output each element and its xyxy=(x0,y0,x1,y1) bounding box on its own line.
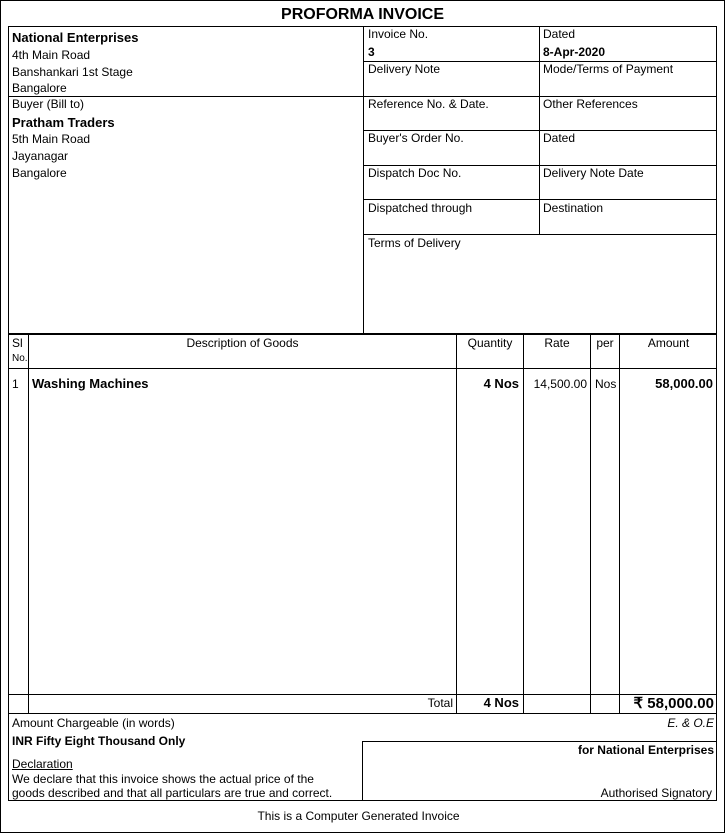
destination-label: Destination xyxy=(543,201,604,215)
declaration-label: Declaration xyxy=(12,757,73,771)
for-company: for National Enterprises xyxy=(577,743,714,757)
eoe-text: E. & O.E xyxy=(667,716,714,730)
seller-address-line: 4th Main Road xyxy=(12,48,91,62)
dispatched-through-label: Dispatched through xyxy=(368,201,473,215)
row-rate: 14,500.00 xyxy=(533,377,587,391)
invoice-no-label: Invoice No. xyxy=(368,27,429,41)
computer-generated-note: This is a Computer Generated Invoice xyxy=(257,809,460,823)
other-references-label: Other References xyxy=(543,97,638,111)
total-amount: ₹ 58,000.00 xyxy=(633,695,714,712)
total-quantity: 4 Nos xyxy=(483,695,519,710)
table-total-top xyxy=(8,694,717,695)
invoice-no-value: 3 xyxy=(368,45,375,59)
header-per: per xyxy=(596,336,614,350)
delivery-note-date-label: Delivery Note Date xyxy=(543,166,644,180)
delivery-note-label: Delivery Note xyxy=(368,62,441,76)
header-amount: Amount xyxy=(647,336,690,350)
table-top-border xyxy=(8,333,717,335)
buyer-address-line: Bangalore xyxy=(12,166,67,180)
amount-in-words: INR Fifty Eight Thousand Only xyxy=(12,734,186,748)
header-description: Description of Goods xyxy=(186,336,299,350)
row-description: Washing Machines xyxy=(32,376,149,391)
row-per: Nos xyxy=(595,377,617,391)
buyer-label: Buyer (Bill to) xyxy=(12,97,85,111)
header-sl-no: No. xyxy=(12,353,28,364)
header-quantity: Quantity xyxy=(467,336,513,350)
declaration-text: goods described and that all particulars are true and correct. xyxy=(12,786,333,800)
buyers-order-label: Buyer's Order No. xyxy=(368,131,464,145)
page-title: PROFORMA INVOICE xyxy=(281,6,444,23)
header-divider xyxy=(363,26,364,334)
terms-of-delivery-label: Terms of Delivery xyxy=(368,236,461,250)
header-rate: Rate xyxy=(544,336,570,350)
seller-address-line: Bangalore xyxy=(12,81,67,95)
header-sl: Sl xyxy=(12,336,23,350)
row-sl: 1 xyxy=(12,377,19,391)
table-header-bottom xyxy=(8,368,717,369)
order-dated-label: Dated xyxy=(543,131,576,145)
buyer-name: Pratham Traders xyxy=(12,115,115,130)
dated-label: Dated xyxy=(543,27,576,41)
dated-value: 8-Apr-2020 xyxy=(543,45,606,59)
seller-name: National Enterprises xyxy=(12,30,139,45)
dispatch-doc-label: Dispatch Doc No. xyxy=(368,166,462,180)
table-bottom-border xyxy=(8,713,717,714)
authorised-signatory: Authorised Signatory xyxy=(600,786,712,800)
amount-words-label: Amount Chargeable (in words) xyxy=(12,716,175,730)
buyer-address-line: 5th Main Road xyxy=(12,132,91,146)
declaration-text: We declare that this invoice shows the actual price of the xyxy=(12,772,314,786)
buyer-address-line: Jayanagar xyxy=(12,149,69,163)
reference-label: Reference No. & Date. xyxy=(368,97,489,111)
row-quantity: 4 Nos xyxy=(483,376,519,391)
total-label: Total xyxy=(427,696,453,710)
mode-terms-label: Mode/Terms of Payment xyxy=(543,62,674,76)
row-amount: 58,000.00 xyxy=(655,376,713,391)
seller-address-line: Banshankari 1st Stage xyxy=(12,65,133,79)
